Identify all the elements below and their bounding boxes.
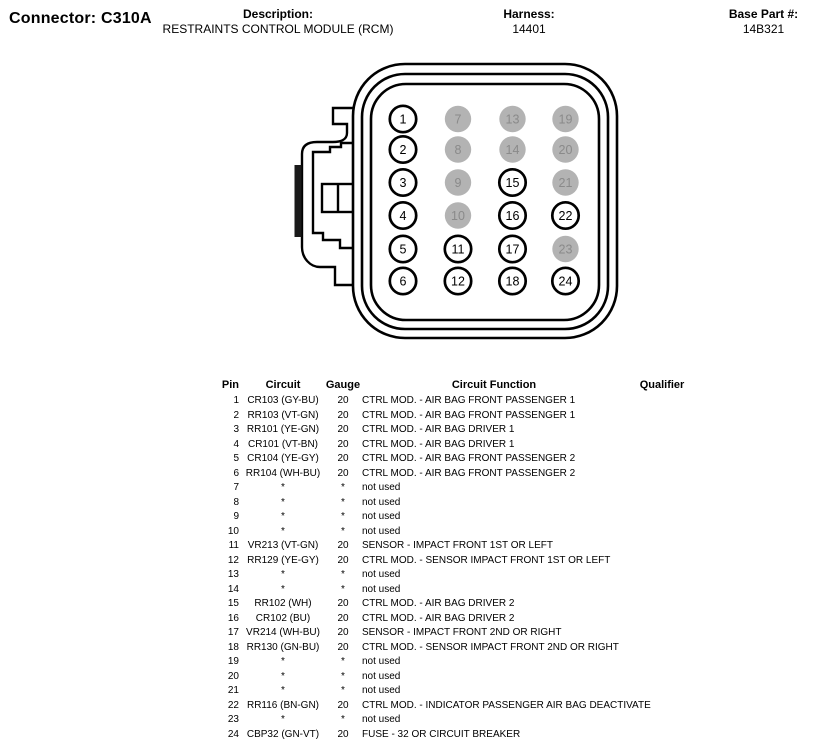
cell-function: not used	[362, 583, 401, 595]
cell-function: not used	[362, 569, 401, 581]
table-row	[216, 568, 728, 583]
cell-gauge: 20	[337, 395, 349, 406]
cell-qualifier	[602, 670, 722, 685]
col-header-circuit: Circuit	[265, 379, 301, 391]
cell-pin: 23	[227, 714, 239, 726]
cell-gauge: *	[341, 511, 345, 523]
cell-qualifier	[602, 641, 722, 656]
cell-gauge: 20	[337, 424, 349, 436]
base-part-value: 14B321	[742, 22, 785, 36]
pin-number: 23	[558, 242, 573, 257]
pin-number: 12	[451, 274, 465, 289]
cell-pin: 18	[227, 641, 239, 653]
cell-circuit: *	[281, 714, 285, 726]
cell-pin: 6	[233, 467, 239, 479]
table-row	[216, 655, 728, 670]
pin-number: 16	[505, 209, 520, 223]
cell-circuit: *	[281, 525, 285, 537]
cell-gauge: 20	[337, 627, 349, 639]
cell-function: CTRL MOD. - INDICATOR PASSENGER AIR BAG DEACTIVATE	[362, 699, 651, 711]
cell-qualifier	[602, 583, 722, 598]
cell-circuit: *	[281, 496, 285, 508]
table-row	[216, 626, 728, 641]
cell-circuit: RR129 (YE-GY)	[247, 554, 319, 566]
cell-qualifier	[602, 525, 722, 540]
cell-qualifier	[602, 481, 722, 496]
cell-pin: 5	[233, 453, 239, 465]
base-part-label: Base Part #:	[728, 7, 799, 21]
table-row	[216, 423, 728, 438]
pin-number: 18	[505, 274, 520, 289]
cell-qualifier	[602, 699, 722, 714]
description-value: RESTRAINTS CONTROL MODULE (RCM)	[162, 22, 394, 36]
pin-number: 20	[558, 143, 573, 157]
cell-circuit: *	[281, 583, 285, 595]
cell-function: CTRL MOD. - AIR BAG DRIVER 2	[362, 598, 515, 610]
cell-qualifier	[602, 728, 722, 743]
pin-table	[216, 379, 728, 742]
pin-number: 4	[399, 209, 407, 223]
pin-number: 5	[399, 242, 407, 257]
cell-function: CTRL MOD. - AIR BAG FRONT PASSENGER 1	[362, 409, 576, 421]
cell-qualifier	[602, 423, 722, 438]
cell-gauge: *	[341, 714, 345, 726]
cell-pin: 16	[227, 612, 239, 624]
latch-seal-bar	[295, 165, 302, 237]
connector-title: Connector: C310A	[9, 10, 152, 27]
cell-circuit: *	[281, 482, 285, 494]
cell-gauge: 20	[337, 467, 349, 479]
col-header-circuit-function: Circuit Function	[451, 379, 537, 391]
cell-circuit: CR104 (YE-GY)	[247, 453, 319, 465]
cell-pin: 12	[227, 554, 239, 566]
cell-circuit: RR101 (YE-GN)	[246, 424, 320, 436]
cell-pin: 19	[227, 656, 239, 668]
col-header-pin: Pin	[221, 379, 239, 391]
cell-qualifier	[602, 438, 722, 453]
cell-gauge: 20	[337, 598, 349, 610]
cell-circuit: CBP32 (GN-VT)	[246, 728, 320, 740]
table-header-row	[216, 379, 728, 394]
cell-circuit: RR116 (BN-GN)	[246, 699, 320, 711]
cell-qualifier	[602, 539, 722, 554]
cell-function: not used	[362, 656, 401, 668]
connector-latch	[295, 108, 359, 285]
cell-function: CTRL MOD. - AIR BAG FRONT PASSENGER 2	[362, 467, 576, 479]
pin-number: 11	[451, 242, 465, 257]
cell-function: CTRL MOD. - AIR BAG DRIVER 1	[362, 424, 515, 436]
table-row	[216, 467, 728, 482]
pin-number: 8	[454, 143, 462, 157]
table-row	[216, 684, 728, 699]
cell-gauge: *	[341, 496, 345, 508]
cell-qualifier	[602, 394, 722, 409]
cell-circuit: RR102 (WH)	[254, 598, 312, 610]
cell-gauge: *	[341, 525, 345, 537]
harness-value: 14401	[512, 22, 546, 36]
pin-number: 17	[505, 242, 520, 257]
pin-number: 22	[558, 209, 573, 223]
cell-pin: 22	[227, 699, 239, 711]
cell-circuit: *	[281, 685, 285, 697]
cell-function: not used	[362, 482, 401, 494]
cell-function: not used	[362, 525, 401, 537]
pin-number: 14	[505, 143, 520, 157]
cell-pin: 9	[233, 511, 239, 523]
table-row	[216, 438, 728, 453]
cell-circuit: VR213 (VT-GN)	[247, 540, 319, 552]
cell-pin: 3	[233, 424, 239, 436]
cell-pin: 24	[227, 728, 239, 740]
cell-qualifier	[602, 626, 722, 641]
pin-number: 6	[399, 274, 407, 289]
table-body	[216, 394, 728, 742]
pin-number: 3	[399, 176, 407, 190]
cell-pin: 15	[227, 598, 239, 610]
cell-pin: 21	[227, 685, 239, 697]
cell-gauge: *	[341, 656, 345, 668]
cell-function: not used	[362, 670, 401, 682]
cell-function: SENSOR - IMPACT FRONT 2ND OR RIGHT	[362, 627, 562, 639]
pin-number: 2	[399, 143, 407, 157]
table-row	[216, 670, 728, 685]
cell-qualifier	[602, 612, 722, 627]
cell-pin: 13	[227, 569, 239, 581]
cell-gauge: 20	[337, 554, 349, 566]
cell-gauge: 20	[337, 540, 349, 552]
cell-qualifier	[602, 655, 722, 670]
cell-qualifier	[602, 496, 722, 511]
cell-pin: 8	[233, 496, 239, 508]
table-row	[216, 525, 728, 540]
cell-circuit: RR103 (VT-GN)	[247, 409, 319, 421]
pin-number: 7	[454, 112, 462, 127]
cell-gauge: 20	[337, 641, 349, 653]
cell-pin: 7	[233, 482, 239, 494]
cell-qualifier	[602, 452, 722, 467]
cell-gauge: 20	[337, 612, 349, 624]
cell-pin: 20	[227, 670, 239, 682]
table-row	[216, 539, 728, 554]
table-row	[216, 699, 728, 714]
cell-function: CTRL MOD. - SENSOR IMPACT FRONT 2ND OR RIGHT	[362, 641, 619, 653]
cell-function: not used	[362, 685, 401, 697]
cell-gauge: 20	[337, 453, 349, 465]
cell-function: not used	[362, 714, 401, 726]
cell-gauge: *	[341, 583, 345, 595]
harness-label: Harness:	[503, 7, 555, 21]
cell-function: FUSE - 32 OR CIRCUIT BREAKER	[362, 728, 521, 740]
cell-qualifier	[602, 684, 722, 699]
cell-qualifier	[602, 467, 722, 482]
cell-gauge: *	[341, 685, 345, 697]
description-label: Description:	[242, 7, 313, 21]
cell-qualifier	[602, 510, 722, 525]
cell-gauge: 20	[337, 438, 349, 450]
table-row	[216, 481, 728, 496]
table-row	[216, 597, 728, 612]
cell-pin: 14	[227, 583, 239, 595]
cell-function: CTRL MOD. - AIR BAG DRIVER 1	[362, 438, 515, 450]
table-row	[216, 510, 728, 525]
cell-qualifier	[602, 568, 722, 583]
cell-function: SENSOR - IMPACT FRONT 1ST OR LEFT	[362, 540, 553, 552]
pin-number: 21	[558, 176, 573, 190]
cell-function: not used	[362, 511, 401, 523]
cell-circuit: RR104 (WH-BU)	[245, 467, 321, 479]
table-row	[216, 452, 728, 467]
cell-gauge: *	[341, 482, 345, 494]
cell-circuit: VR214 (WH-BU)	[246, 627, 320, 639]
table-row	[216, 612, 728, 627]
table-row	[216, 496, 728, 511]
cell-qualifier	[602, 409, 722, 424]
pin-number: 1	[399, 112, 407, 127]
connector-face-diagram	[0, 0, 824, 360]
table-row	[216, 554, 728, 569]
cell-function: CTRL MOD. - AIR BAG FRONT PASSENGER 1	[362, 395, 576, 406]
table-row	[216, 641, 728, 656]
table-row	[216, 394, 728, 409]
cell-pin: 2	[233, 409, 239, 421]
cell-circuit: CR103 (GY-BU)	[247, 395, 319, 406]
pin-number: 10	[451, 209, 465, 223]
cell-gauge: 20	[337, 728, 349, 740]
cell-circuit: CR102 (BU)	[255, 612, 311, 624]
cell-circuit: *	[281, 569, 285, 581]
cell-qualifier	[602, 554, 722, 569]
pin-number: 9	[454, 176, 462, 190]
pin-number: 15	[505, 176, 520, 190]
table-row	[216, 409, 728, 424]
pin-number: 19	[558, 112, 573, 127]
cell-qualifier	[602, 713, 722, 728]
cell-circuit: RR130 (GN-BU)	[246, 641, 320, 653]
cell-pin: 1	[233, 395, 239, 406]
cell-pin: 17	[227, 627, 239, 639]
cell-function: not used	[362, 496, 401, 508]
cell-circuit: *	[281, 670, 285, 682]
cell-function: CTRL MOD. - SENSOR IMPACT FRONT 1ST OR LEFT	[362, 554, 611, 566]
cell-circuit: CR101 (VT-BN)	[247, 438, 318, 450]
table-row	[216, 728, 728, 743]
cell-gauge: 20	[337, 699, 349, 711]
cell-pin: 11	[228, 540, 239, 552]
pin-number: 13	[505, 112, 520, 127]
cell-pin: 10	[227, 525, 239, 537]
cell-gauge: 20	[337, 409, 349, 421]
col-header-qualifier: Qualifier	[639, 379, 685, 391]
cell-gauge: *	[341, 569, 345, 581]
table-row	[216, 583, 728, 598]
col-header-gauge: Gauge	[325, 379, 361, 391]
cell-gauge: *	[341, 670, 345, 682]
cell-qualifier	[602, 597, 722, 612]
cell-function: CTRL MOD. - AIR BAG DRIVER 2	[362, 612, 515, 624]
cell-circuit: *	[281, 656, 285, 668]
pin-number: 24	[558, 274, 573, 289]
cell-function: CTRL MOD. - AIR BAG FRONT PASSENGER 2	[362, 453, 576, 465]
cell-pin: 4	[233, 438, 239, 450]
table-row	[216, 713, 728, 728]
cell-circuit: *	[281, 511, 285, 523]
